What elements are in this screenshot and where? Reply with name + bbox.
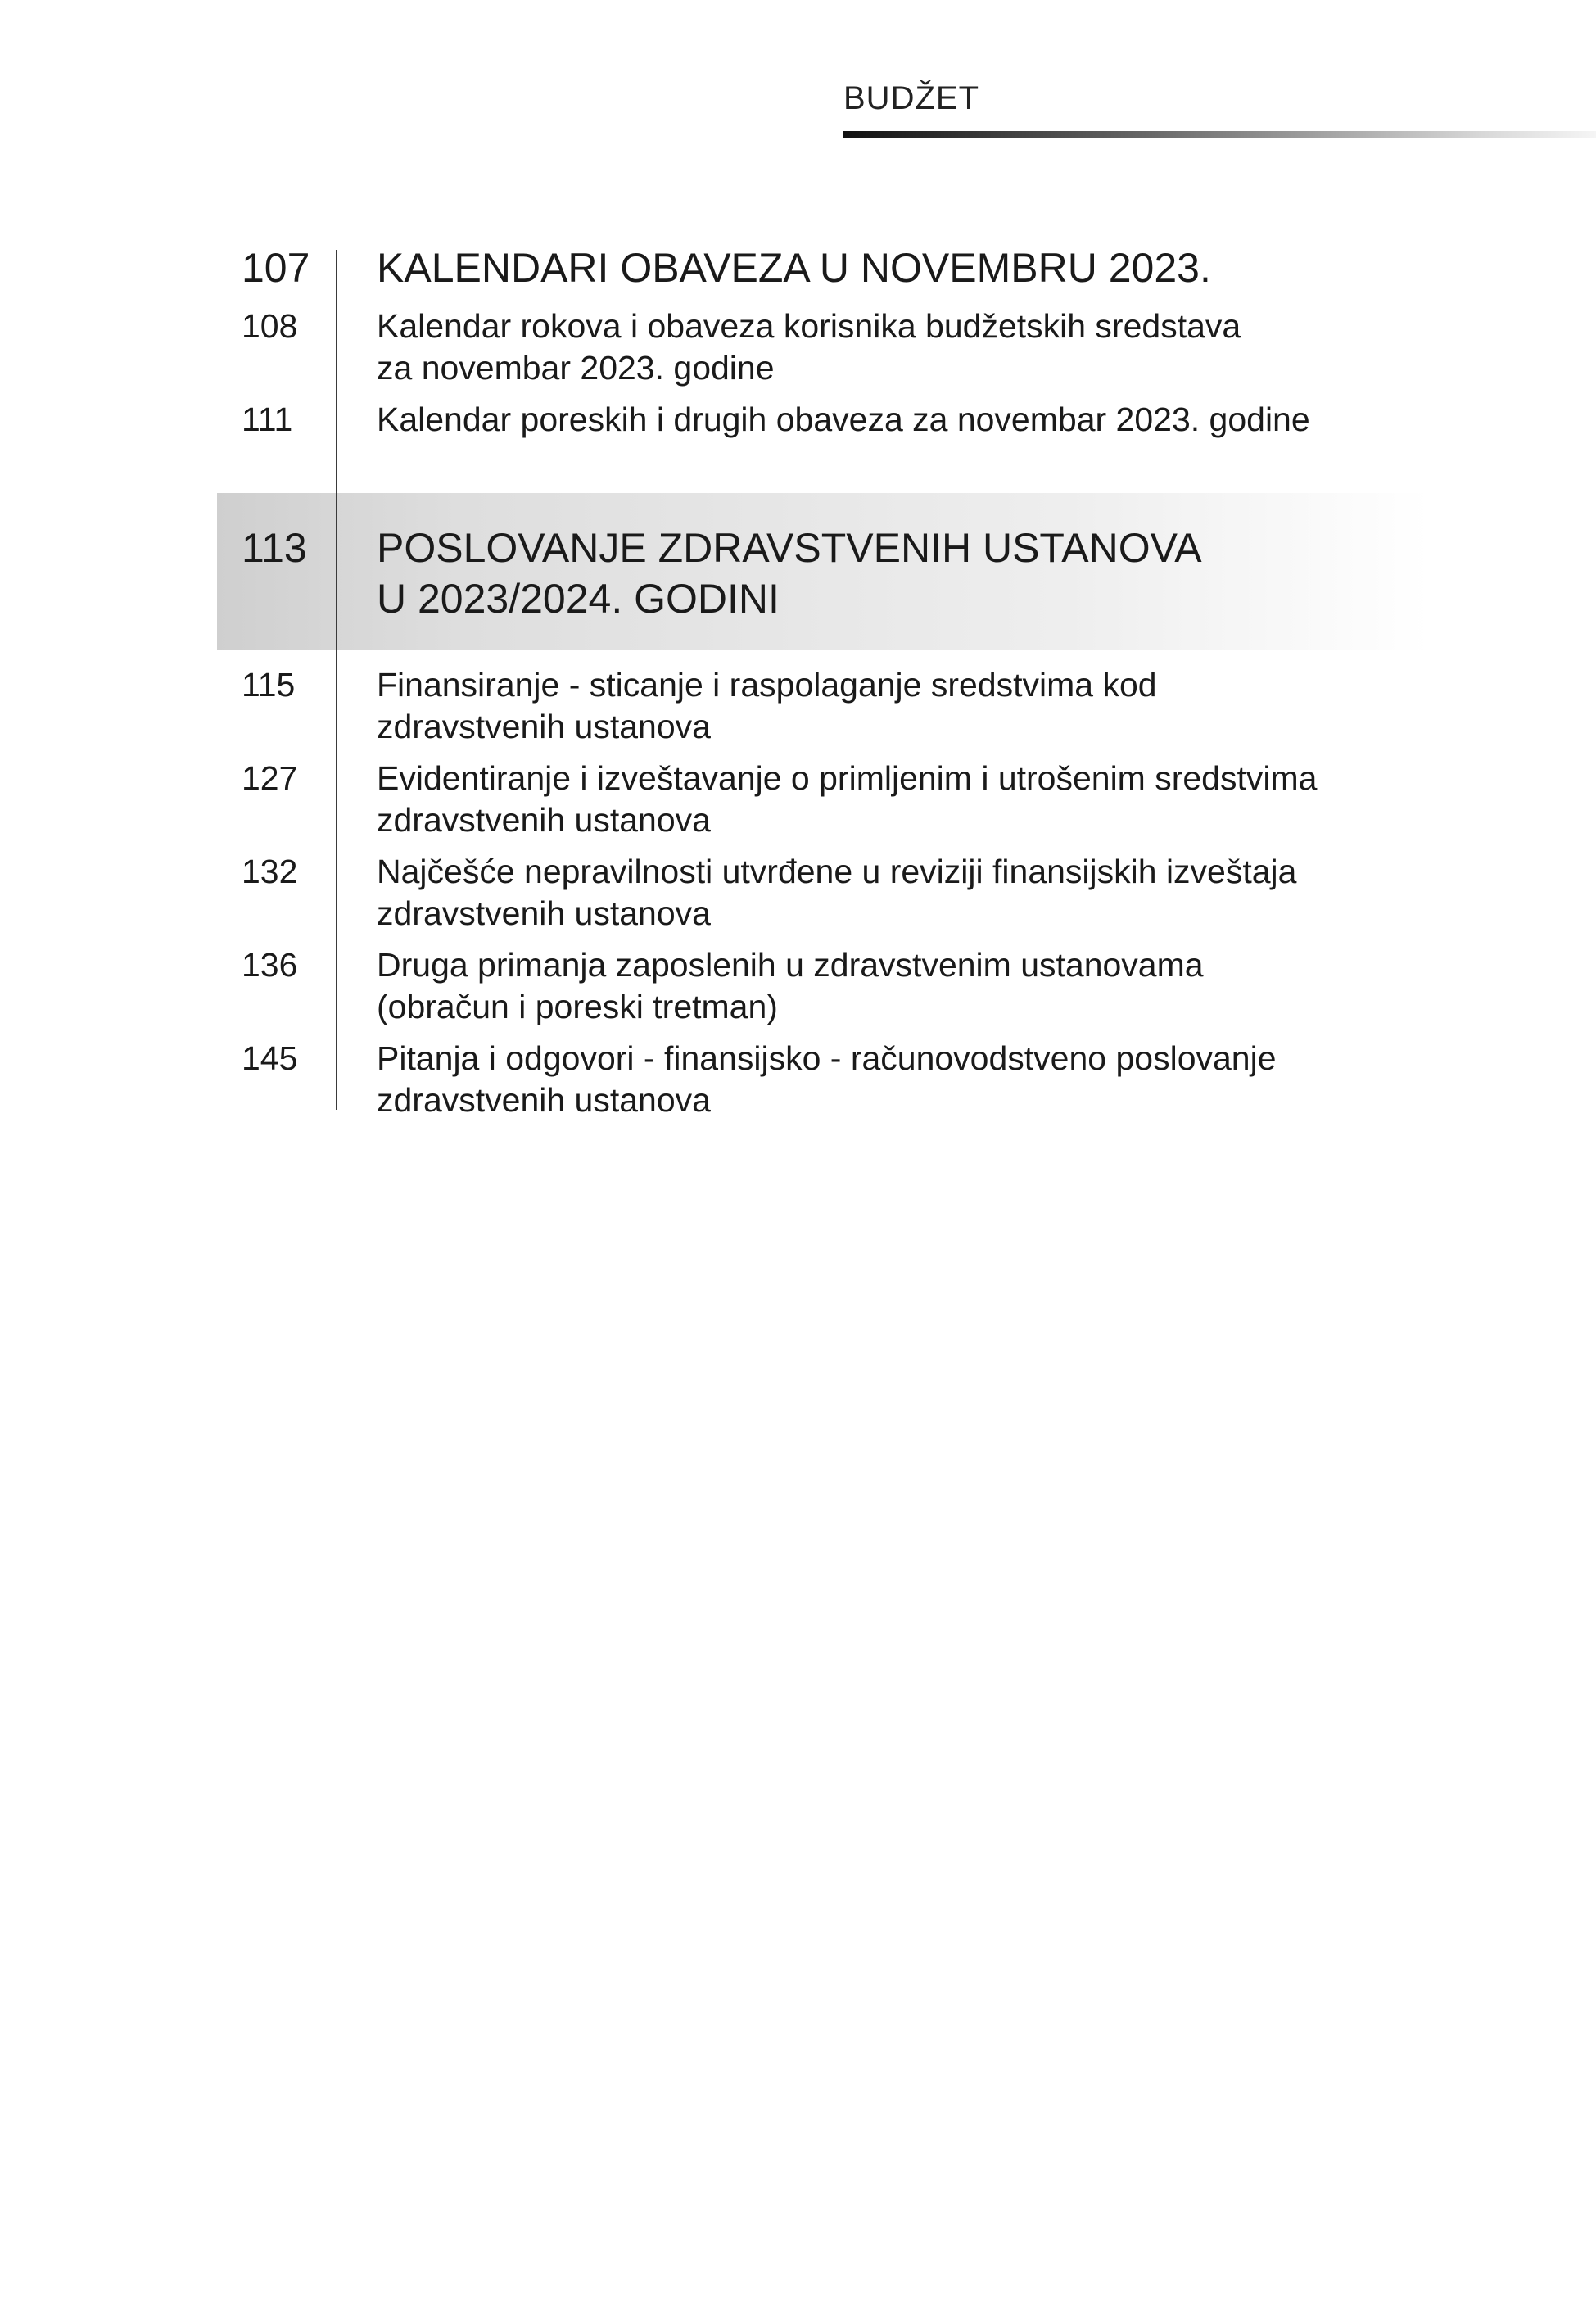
entry-title[interactable] [377,1038,1277,1121]
entry-title-line: Finansiranje - sticanje i raspolaganje sredstvima kod [377,666,1157,704]
entry-page-number[interactable]: 145 [242,1039,298,1077]
entry-title-line: Najčešće nepravilnosti utvrđene u reviziji finansijskih izveštaja [377,853,1297,890]
entry-title[interactable] [377,758,1317,841]
entry-page-number[interactable]: 132 [242,853,298,890]
entry-title-line: zdravstvenih ustanova [377,1081,711,1119]
section-title[interactable] [377,523,1202,624]
toc-divider-line [336,250,337,1110]
entry-title-line: (obračun i poreski tretman) [377,988,778,1025]
entry-page-number[interactable]: 111 [242,401,293,438]
section-title-line: KALENDARI OBAVEZA U NOVEMBRU 2023. [377,245,1211,291]
section-page-number[interactable]: 113 [242,525,307,571]
entry-title-line: Druga primanja zaposlenih u zdravstvenim ustanovama [377,946,1204,984]
entry-page-number[interactable]: 115 [242,666,296,704]
entry-page-number[interactable]: 108 [242,307,298,345]
section-page-number[interactable]: 107 [242,245,310,291]
entry-title-line: Evidentiranje i izveštavanje o primljenim i utrošenim sredstvima [377,759,1318,797]
section-title[interactable] [377,242,1211,293]
entry-page-number[interactable]: 127 [242,759,298,797]
section-title-line: POSLOVANJE ZDRAVSTVENIH USTANOVA [377,525,1202,571]
entry-title-line: za novembar 2023. godine [377,349,775,387]
entry-title[interactable] [377,664,1157,748]
entry-title-line: Kalendar poreskih i drugih obaveza za novembar 2023. godine [377,401,1310,438]
entry-title[interactable] [377,306,1241,389]
entry-title-line: Pitanja i odgovori - finansijsko - računovodstveno poslovanje [377,1039,1277,1077]
entry-title-line: zdravstvenih ustanova [377,801,711,839]
header-rule [843,131,1596,138]
entry-title[interactable] [377,399,1310,441]
entry-title-line: Kalendar rokova i obaveza korisnika budžetskih sredstava [377,307,1241,345]
entry-title[interactable] [377,944,1204,1028]
entry-title-line: zdravstvenih ustanova [377,894,711,932]
section-title-line: U 2023/2024. GODINI [377,576,780,622]
entry-title-line: zdravstvenih ustanova [377,708,711,745]
entry-title[interactable] [377,851,1296,935]
running-header: BUDŽET [843,80,979,116]
entry-page-number[interactable]: 136 [242,946,298,984]
